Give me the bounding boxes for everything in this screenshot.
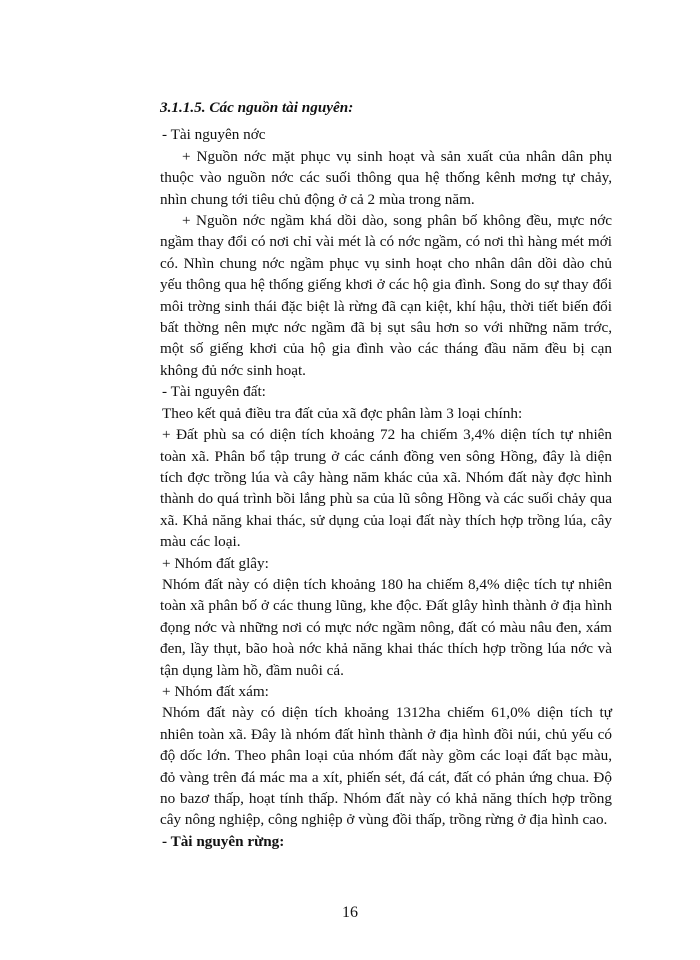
page-number: 16 — [342, 904, 358, 921]
groundwater-paragraph: + Nguồn nớc ngầm khá dồi dào, song phân bố không đều, mực nớc ngầm thay đổi có nơi chỉ vài mét là có nớc ngầm, có nơi thì hàng mét mới có. Nhìn chung nớc ngầm phục vụ sinh hoạt cho nhân dân dồi dào chủ yếu thông qua hệ thống giếng khơi ở các hộ gia đình. Song do sự thay đổi môi trờng sinh thái đặc biệt là rừng đã cạn kiệt, khí hậu, thời tiết biến đổi bất thờng nên mực nớc ngầm đã bị sụt sâu hơn so với những năm trớc, một số giếng khơi của hộ gia đình vào các tháng đầu năm đều bị cạn không đủ nớc sinh hoạt. — [160, 212, 612, 379]
alluvial-soil-paragraph: + Đất phù sa có diện tích khoảng 72 ha chiếm 3,4% diện tích tự nhiên toàn xã. Phân bổ tập trung ở các cánh đồng ven sông Hồng, đây là diện tích đợc trồng lúa và cây hàng năm khác của xã. Nhóm đất này đợc hình thành do quá trình bồi lắng phù sa của lũ sông Hồng và các suối chảy qua xã. Khả năng khai thác, sử dụng của loại đất này thích hợp trồng lúa, cây màu các loại. — [160, 426, 612, 551]
forest-resources-title: - Tài nguyên rừng: — [162, 832, 285, 850]
section-heading: 3.1.1.5. Các nguồn tài nguyên: — [160, 99, 354, 116]
soil-resources-title: - Tài nguyên đất: — [162, 383, 266, 401]
grey-soil-paragraph: Nhóm đất này có diện tích khoảng 1312ha chiếm 61,0% diện tích tự nhiên toàn xã. Đây là nhóm đất hình thành ở địa hình đồi núi, chủ yếu có độ dốc lớn. Theo phân loại của nhóm đất này gồm các loại đất bạc màu, đỏ vàng trên đá mác ma a xít, phiến sét, đá cát, đất có phản ứng chua. Độ no bazơ thấp, hoạt tính thấp. Nhóm đất này có khả năng thích hợp trồng cây nông nghiệp, công nghiệp ở vùng đồi thấp, trồng rừng ở địa hình cao. — [160, 704, 612, 829]
grey-soil-title: + Nhóm đất xám: — [162, 682, 269, 700]
gley-soil-title: + Nhóm đất glây: — [162, 554, 269, 572]
surface-water-paragraph: + Nguồn nớc mặt phục vụ sinh hoạt và sản xuất của nhân dân phụ thuộc vào nguồn nớc các suối thông qua hệ thống kênh mơng tự chảy, nhìn chung tới tiêu chủ động ở cả 2 mùa trong năm. — [160, 147, 612, 208]
gley-soil-paragraph: Nhóm đất này có diện tích khoảng 180 ha chiếm 8,4% diệc tích tự nhiên toàn xã phân bố ở các thung lũng, khe độc. Đất glây hình thành ở địa hình đọng nớc và những nơi có mực nớc ngầm nông, đất có màu nâu đen, xám đen, lầy thụt, bão hoà nớc khả năng khai thác thích hợp trồng lúa nớc và tận dụng làm hồ, đầm nuôi cá. — [160, 575, 612, 679]
soil-survey-intro: Theo kết quả điều tra đất của xã đợc phân làm 3 loại chính: — [162, 404, 523, 422]
body-text — [160, 97, 612, 852]
water-resources-title: - Tài nguyên nớc — [162, 126, 266, 144]
